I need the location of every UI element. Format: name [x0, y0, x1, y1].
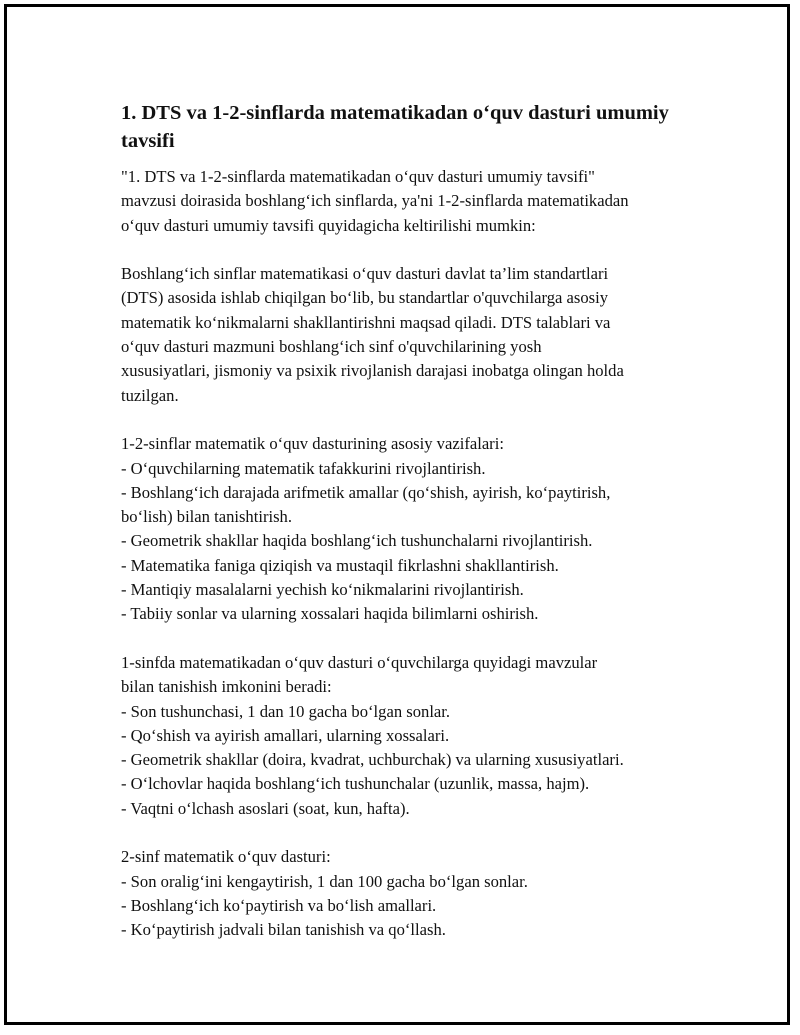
page-frame: [4, 4, 790, 1025]
paragraph-grade-1-topics: 1-sinfda matematikadan o‘quv dasturi o‘quvchilarga quyidagi mavzular bilan tanishish imkonini beradi: - Son tushunchasi, 1 dan 10 gacha bo‘lgan sonlar. - Qo‘shish va ayirish amallari, ularning xossalari. - Geometrik shakllar (doira, kvadrat, uchburchak) va ularning xususiyatlari. - O‘lchovlar haqida boshlang‘ich tushunchalar (uzunlik, massa, hajm). - Vaqtni o‘lchash asoslari (soat, kun, hafta).: [121, 652, 624, 818]
document-title: 1. DTS va 1-2-sinflarda matematikadan o‘quv dasturi umumiy tavsifi: [121, 102, 669, 152]
document-body: [121, 99, 701, 967]
paragraph-dts-description: Boshlang‘ich sinflar matematikasi o‘quv dasturi davlat ta’lim standartlari (DTS) asosida ishlab chiqilgan bo‘lib, bu standartlar o'quvchilarga asosiy matematik ko‘nikmalarni shakllantirishni maqsad qiladi. DTS talablari va o‘quv dasturi mazmuni boshlang‘ich sinf o'quvchilarining yosh xususiyatlari, jismoniy va psixik rivojlanish darajasi inobatga olingan holda tuzilgan.: [121, 264, 624, 405]
paragraph-intro: "1. DTS va 1-2-sinflarda matematikadan o‘quv dasturi umumiy tavsifi" mavzusi doirasida boshlang‘ich sinflarda, ya'ni 1-2-sinflarda matematikadan o‘quv dasturi umumiy tavsifi quyidagicha keltirilishi mumkin:: [121, 167, 629, 235]
paragraph-main-tasks: 1-2-sinflar matematik o‘quv dasturining asosiy vazifalari: - O‘quvchilarning matematik tafakkurini rivojlantirish. - Boshlang‘ich darajada arifmetik amallar (qo‘shish, ayirish, ko‘paytirish, bo‘lish) bilan tanishtirish. - Geometrik shakllar haqida boshlang‘ich tushunchalarni rivojlantirish. - Matematika faniga qiziqish va mustaqil fikrlashni shakllantirish. - Mantiqiy masalalarni yechish ko‘nikmalarini rivojlantirish. - Tabiiy sonlar va ularning xossalari haqida bilimlarni oshirish.: [121, 434, 611, 624]
paragraph-grade-2-topics: 2-sinf matematik o‘quv dasturi: - Son oralig‘ini kengaytirish, 1 dan 100 gacha bo‘lgan sonlar. - Boshlang‘ich ko‘paytirish va bo‘lish amallari. - Ko‘paytirish jadvali bilan tanishish va qo‘llash.: [121, 847, 528, 940]
